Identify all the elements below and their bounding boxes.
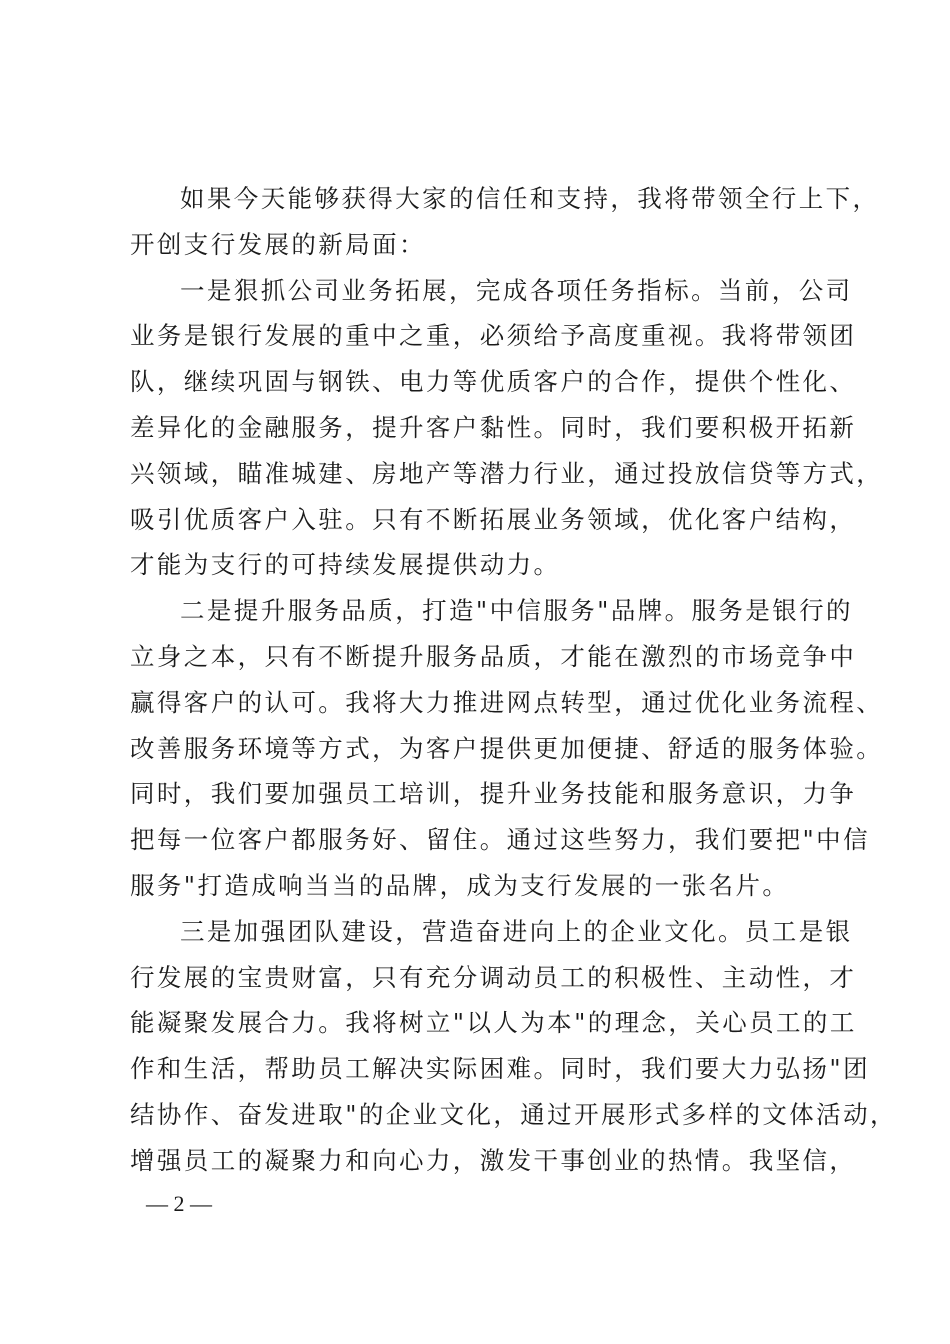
- text-line: 吸引优质客户入驻。只有不断拓展业务领域，优化客户结构，: [130, 504, 857, 534]
- text-line: 同时，我们要加强员工培训，提升业务技能和服务意识，力争: [130, 779, 857, 809]
- text-line: 行发展的宝贵财富，只有充分调动员工的积极性、主动性，才: [130, 962, 857, 992]
- text-line: 开创支行发展的新局面：: [130, 229, 426, 259]
- text-line: 业务是银行发展的重中之重，必须给予高度重视。我将带领团: [130, 321, 857, 351]
- text-line: 三是加强团队建设，营造奋进向上的企业文化。员工是银: [180, 916, 853, 946]
- text-line: 立身之本，只有不断提升服务品质，才能在激烈的市场竞争中: [130, 641, 857, 671]
- body-text: [130, 176, 897, 1184]
- text-line: 结协作、奋发进取"的企业文化，通过开展形式多样的文体活动，: [130, 1099, 897, 1129]
- text-line: 队，继续巩固与钢铁、电力等优质客户的合作，提供个性化、: [130, 367, 857, 397]
- text-line: 如果今天能够获得大家的信任和支持，我将带领全行上下，: [180, 184, 880, 213]
- page-number: — 2 —: [146, 1191, 212, 1216]
- text-line: 能凝聚发展合力。我将树立"以人为本"的理念，关心员工的工: [130, 1008, 857, 1038]
- text-line: 赢得客户的认可。我将大力推进网点转型，通过优化业务流程、: [130, 687, 884, 717]
- text-line: 一是狠抓公司业务拓展，完成各项任务指标。当前，公司: [180, 275, 853, 305]
- text-line: 才能为支行的可持续发展提供动力。: [130, 550, 561, 580]
- text-line: 作和生活，帮助员工解决实际困难。同时，我们要大力弘扬"团: [130, 1054, 870, 1084]
- text-line: 增强员工的凝聚力和向心力，激发干事创业的热情。我坚信，: [130, 1145, 857, 1175]
- text-line: 兴领域，瞄准城建、房地产等潜力行业，通过投放信贷等方式，: [130, 458, 884, 488]
- text-line: 服务"打造成响当当的品牌，成为支行发展的一张名片。: [130, 870, 790, 900]
- text-line: 差异化的金融服务，提升客户黏性。同时，我们要积极开拓新: [130, 412, 857, 442]
- text-line: 把每一位客户都服务好、留住。通过这些努力，我们要把"中信: [130, 825, 870, 855]
- text-line: 二是提升服务品质，打造"中信服务"品牌。服务是银行的: [180, 596, 853, 626]
- text-line: 改善服务环境等方式，为客户提供更加便捷、舒适的服务体验。: [130, 733, 884, 763]
